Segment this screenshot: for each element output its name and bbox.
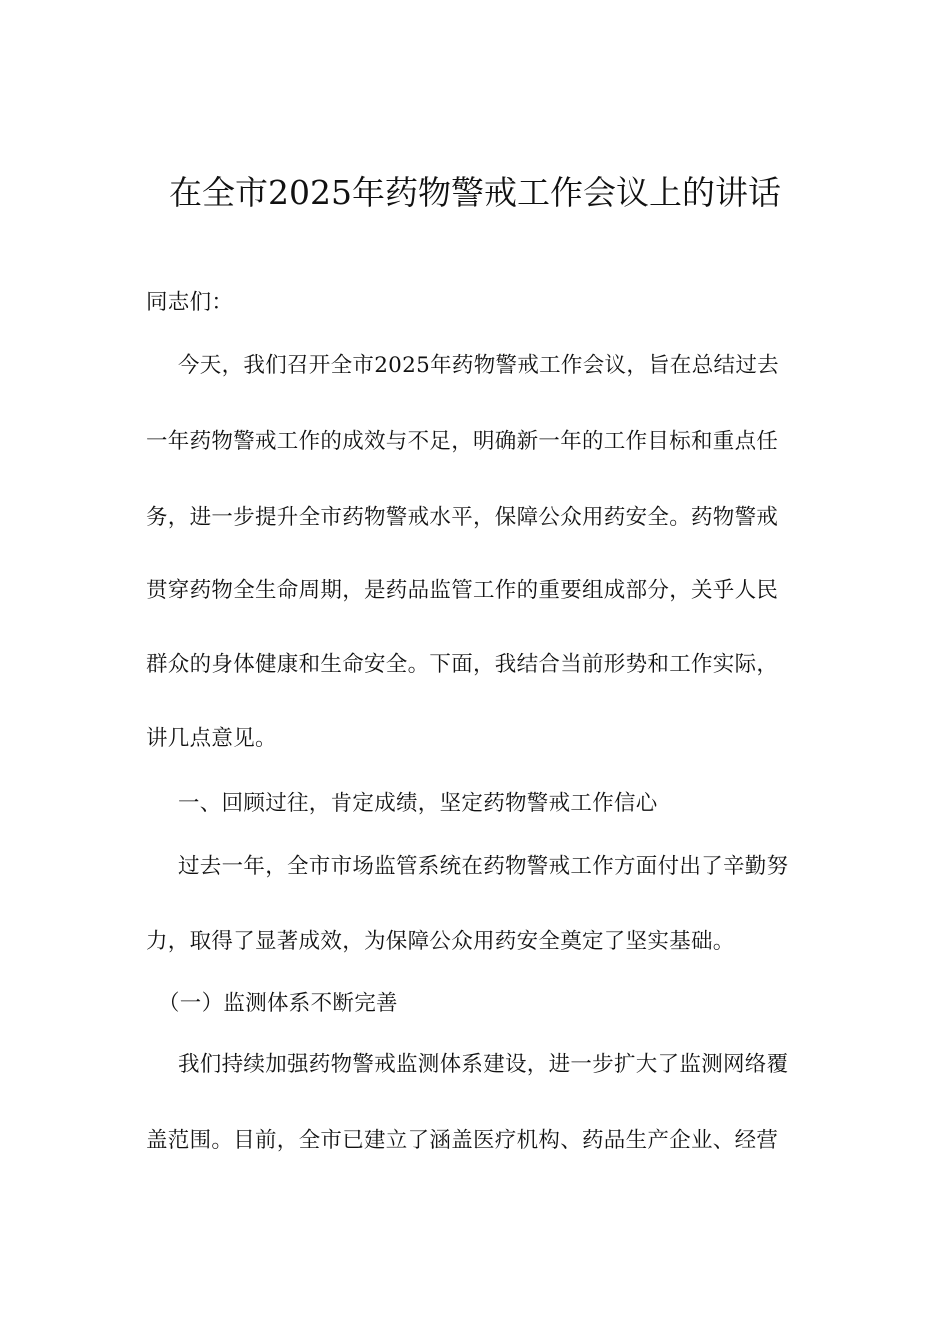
document-title: 在全市2025年药物警戒工作会议上的讲话 <box>169 173 781 212</box>
section-heading: 一、回顾过往，肯定成绩，坚定药物警戒工作信心 <box>178 791 658 816</box>
paragraph-line: 盖范围。目前，全市已建立了涵盖医疗机构、药品生产企业、经营 <box>146 1128 779 1153</box>
subsection-heading: （一）监测体系不断完善 <box>158 991 398 1016</box>
paragraph-line: 我们持续加强药物警戒监测体系建设，进一步扩大了监测网络覆 <box>178 1052 789 1077</box>
paragraph-line: 今天，我们召开全市2025年药物警戒工作会议，旨在总结过去 <box>178 353 779 378</box>
paragraph-line: 贯穿药物全生命周期，是药品监管工作的重要组成部分，关乎人民 <box>146 578 779 603</box>
paragraph-line: 力，取得了显著成效，为保障公众用药安全奠定了坚实基础。 <box>146 929 735 954</box>
salutation: 同志们： <box>146 290 234 315</box>
paragraph-line: 一年药物警戒工作的成效与不足，明确新一年的工作目标和重点任 <box>146 429 779 454</box>
paragraph-line: 过去一年，全市市场监管系统在药物警戒工作方面付出了辛勤努 <box>178 854 789 879</box>
paragraph-line: 讲几点意见。 <box>146 726 277 751</box>
paragraph-line: 务，进一步提升全市药物警戒水平，保障公众用药安全。药物警戒 <box>146 505 779 530</box>
paragraph-line: 群众的身体健康和生命安全。下面，我结合当前形势和工作实际， <box>146 652 779 677</box>
